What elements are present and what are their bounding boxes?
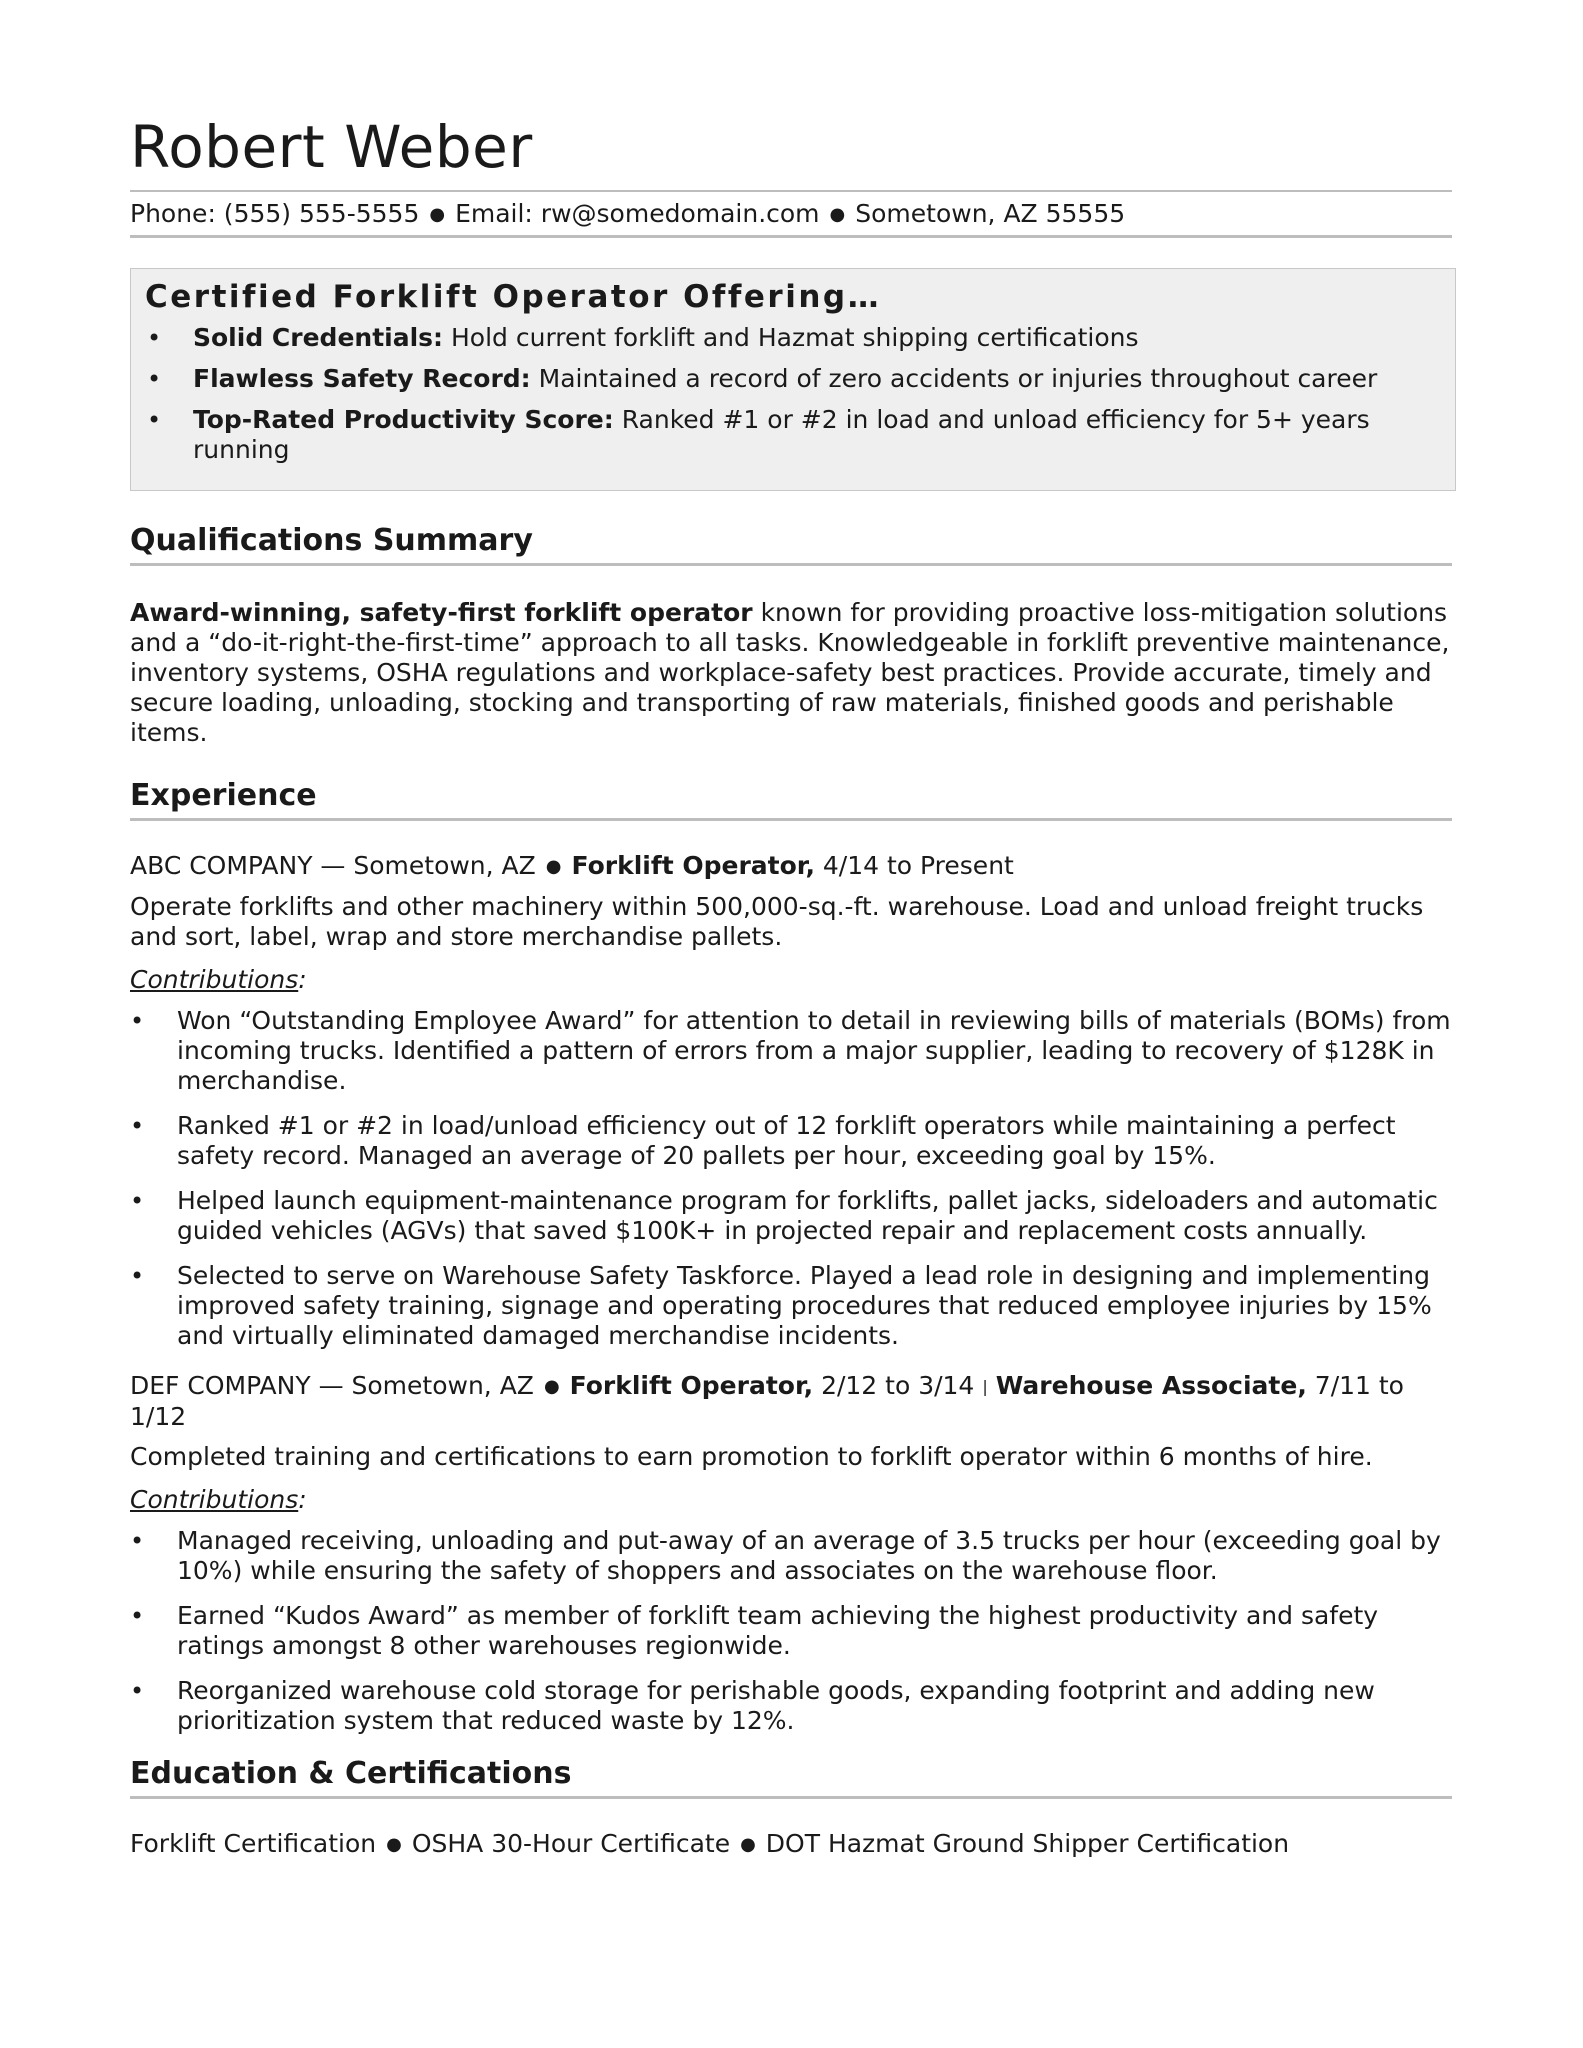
list-item: • Selected to serve on Warehouse Safety Taskforce. Played a lead role in designing and implementing improved safety training, signage and operating procedures that reduced employee injuries by 15% and virtually eliminated damaged merchandise incidents. — [130, 1261, 1452, 1351]
job-title: Forklift Operator, — [569, 1371, 814, 1400]
list-item: • Won “Outstanding Employee Award” for attention to detail in reviewing bills of materials (BOMs) from incoming trucks. Identified a pattern of errors from a major supplier, leading to recovery of $128K in merchandise. — [130, 1006, 1452, 1096]
list-item: • Helped launch equipment-maintenance program for forklifts, pallet jacks, sideloaders and automatic guided vehicles (AGVs) that saved $100K+ in projected repair and replacement costs annually. — [130, 1186, 1452, 1246]
offering-title: Certified Forklift Operator Offering… — [145, 279, 882, 315]
offering-item-text: Hold current forklift and Hazmat shipping certifications — [451, 323, 1139, 352]
job-company: DEF COMPANY — Sometown, AZ — [130, 1371, 534, 1400]
offering-item-text: Maintained a record of zero accidents or injuries throughout career — [538, 364, 1378, 393]
education-item: OSHA 30-Hour Certificate — [411, 1829, 731, 1858]
contributions-label: Contributions: — [130, 965, 307, 994]
job-header — [130, 851, 1452, 882]
offering-item-text: Ranked #1 or #2 in load and unload efficiency for 5+ years running — [193, 405, 1370, 464]
job-dates: 4/14 to Present — [822, 851, 1014, 880]
offering-item — [145, 364, 1441, 394]
job-description: Operate forklifts and other machinery within 500,000-sq.-ft. warehouse. Load and unload freight trucks and sort, label, wrap and store merchandise pallets. — [130, 892, 1424, 951]
separator-dot: ● — [543, 1376, 560, 1397]
education-line — [130, 1829, 1453, 1860]
offering-list — [145, 323, 1441, 465]
job-dates-secondary: 7/11 to 1/12 — [130, 1371, 1404, 1431]
offering-box — [130, 268, 1456, 491]
offering-item — [145, 323, 1441, 353]
qualifications-summary — [130, 598, 1452, 748]
offering-item-label: Flawless Safety Record: — [193, 364, 531, 393]
phone: Phone: (555) 555-5555 — [130, 199, 420, 228]
job-company: ABC COMPANY — Sometown, AZ — [130, 851, 536, 880]
candidate-name: Robert Weber — [130, 113, 533, 181]
location: Sometown, AZ 55555 — [855, 199, 1126, 228]
job-header — [130, 1371, 1452, 1432]
education-heading: Education & Certifications — [130, 1754, 1452, 1799]
list-item: • Reorganized warehouse cold storage for perishable goods, expanding footprint and adding new prioritization system that reduced waste by 12%. — [130, 1676, 1452, 1736]
contact-line — [130, 190, 1452, 238]
offering-item-label: Solid Credentials: — [193, 323, 444, 352]
summary-text: known for providing proactive loss-mitigation solutions and a “do-it-right-the-first-time” approach to all tasks. Knowledgeable in forklift preventive maintenance, inventory systems, OSHA regulations and workplace-safety best practices. Provide accurate, timely and secure loading, unloading, stocking and transporting of raw materials, finished goods and perishable items. — [130, 598, 1450, 747]
job-title: Forklift Operator, — [571, 851, 815, 880]
list-item: • Managed receiving, unloading and put-away of an average of 3.5 trucks per hour (exceeding goal by 10%) while ensuring the safety of shoppers and associates on the warehouse floor. — [130, 1526, 1452, 1586]
contributions-label: Contributions: — [130, 1485, 307, 1514]
experience-heading: Experience — [130, 776, 1452, 821]
contributions-list — [130, 1006, 1452, 1351]
separator-dot: ● — [429, 204, 446, 225]
job-description: Completed training and certifications to earn promotion to forklift operator within 6 months of hire. — [130, 1442, 1373, 1471]
separator-pipe: | — [982, 1377, 988, 1396]
contributions-list — [130, 1526, 1452, 1736]
education-item: DOT Hazmat Ground Shipper Certification — [765, 1829, 1290, 1858]
job-dates: 2/12 to 3/14 — [821, 1371, 975, 1400]
separator-dot: ● — [740, 1834, 756, 1855]
list-item: • Ranked #1 or #2 in load/unload efficiency out of 12 forklift operators while maintaining a perfect safety record. Managed an average of 20 pallets per hour, exceeding goal by 15%. — [130, 1111, 1452, 1171]
offering-item-label: Top-Rated Productivity Score: — [193, 405, 614, 434]
job-title-secondary: Warehouse Associate, — [995, 1371, 1307, 1400]
separator-dot: ● — [386, 1834, 402, 1855]
summary-lead: Award-winning, safety-first forklift operator — [130, 598, 753, 627]
education-item: Forklift Certification — [130, 1829, 377, 1858]
list-item: • Earned “Kudos Award” as member of forklift team achieving the highest productivity and safety ratings amongst 8 other warehouses regionwide. — [130, 1601, 1452, 1661]
separator-dot: ● — [545, 856, 562, 877]
separator-dot: ● — [829, 204, 846, 225]
qualifications-heading: Qualifications Summary — [130, 521, 1452, 566]
email: Email: rw@somedomain.com — [455, 199, 820, 228]
offering-item — [145, 405, 1441, 465]
